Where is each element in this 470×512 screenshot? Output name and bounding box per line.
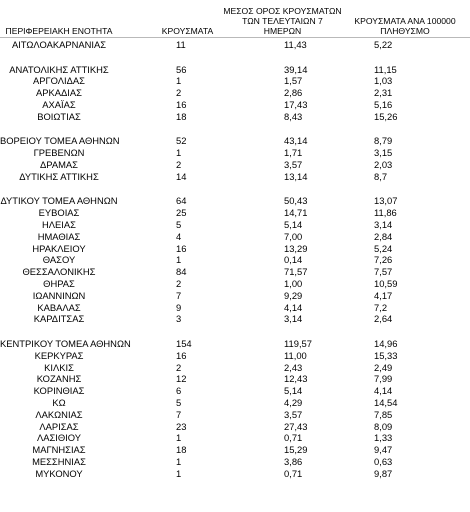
cell-cases: 6 [176, 385, 182, 397]
cell-cases-per-100k: 14,96 [374, 337, 398, 349]
cell-regional-unit: ΒΟΙΩΤΙΑΣ [37, 110, 81, 122]
cell-cases: 154 [176, 337, 192, 349]
table-row [0, 421, 470, 433]
cell-cases: 64 [176, 195, 187, 207]
header-per100k-line-1: ΚΡΟΥΣΜΑΤΑ ΑΝΑ 100000 [354, 16, 456, 26]
cell-7day-average: 8,43 [284, 110, 303, 122]
cell-cases-per-100k: 10,59 [374, 277, 398, 289]
table-row [0, 397, 470, 409]
cell-regional-unit: ΑΡΚΑΔΙΑΣ [36, 87, 82, 99]
cell-7day-average: 3,57 [284, 408, 303, 420]
table-row [0, 468, 470, 480]
cell-cases-per-100k: 2,84 [374, 230, 393, 242]
cell-7day-average: 27,43 [284, 420, 308, 432]
cell-cases-per-100k: 9,87 [374, 467, 393, 479]
table-row [0, 231, 470, 243]
cell-7day-average: 0,71 [284, 432, 303, 444]
cell-regional-unit: ΚΟΡΙΝΘΙΑΣ [33, 385, 85, 397]
cell-regional-unit: ΘΕΣΣΑΛΟΝΙΚΗΣ [22, 266, 96, 278]
cell-regional-unit: ΘΑΣΟΥ [42, 254, 76, 266]
cell-7day-average: 13,29 [284, 242, 308, 254]
table-row [0, 243, 470, 255]
cell-cases: 2 [176, 87, 182, 99]
cell-cases-per-100k: 8,7 [374, 170, 388, 182]
table-row [0, 195, 470, 207]
cell-7day-average: 9,29 [284, 289, 303, 301]
cell-cases-per-100k: 3,14 [374, 218, 393, 230]
cell-cases-per-100k: 3,15 [374, 147, 393, 159]
cell-regional-unit: ΕΥΒΟΙΑΣ [38, 207, 80, 219]
cell-cases: 2 [176, 158, 182, 170]
cell-7day-average: 2,43 [284, 361, 303, 373]
cell-regional-unit: ΜΕΣΣΗΝΙΑΣ [32, 455, 86, 467]
cell-7day-average: 3,57 [284, 158, 303, 170]
cell-regional-unit: ΔΥΤΙΚΟΥ ΤΟΜΕΑ ΑΘΗΝΩΝ [0, 195, 118, 207]
cell-7day-average: 1,71 [284, 147, 303, 159]
table-row [0, 362, 470, 374]
cell-7day-average: 13,14 [284, 170, 308, 182]
cell-cases-per-100k: 7,26 [374, 254, 393, 266]
header-avg-line-1: ΜΕΣΟΣ ΟΡΟΣ ΚΡΟΥΣΜΑΤΩΝ [223, 6, 342, 16]
header-regional-unit [0, 0, 118, 36]
cell-regional-unit: ΚΙΛΚΙΣ [44, 361, 74, 373]
cell-cases: 3 [176, 313, 182, 325]
cell-cases: 9 [176, 301, 182, 313]
cell-7day-average: 3,14 [284, 313, 303, 325]
cell-7day-average: 5,14 [284, 385, 303, 397]
cell-regional-unit: ΗΛΕΙΑΣ [42, 218, 76, 230]
cell-cases: 5 [176, 218, 182, 230]
cell-cases-per-100k: 2,31 [374, 87, 393, 99]
cell-7day-average: 71,57 [284, 266, 308, 278]
cell-cases-per-100k: 5,16 [374, 98, 393, 110]
table-row [0, 385, 470, 397]
cell-cases-per-100k: 2,49 [374, 361, 393, 373]
table-row [0, 278, 470, 290]
cell-regional-unit: ΗΡΑΚΛΕΙΟΥ [32, 242, 86, 254]
header-regional-unit-label: ΠΕΡΙΦΕΡΕΙΑΚΗ ΕΝΟΤΗΤΑ [5, 26, 113, 36]
cell-cases: 16 [176, 242, 187, 254]
cell-7day-average: 0,14 [284, 254, 303, 266]
cell-cases: 1 [176, 147, 182, 159]
table-row [0, 135, 470, 147]
cell-7day-average: 39,14 [284, 63, 308, 75]
cell-cases-per-100k: 0,63 [374, 455, 393, 467]
cell-cases: 1 [176, 432, 182, 444]
cell-cases-per-100k: 8,79 [374, 135, 393, 147]
cell-cases: 56 [176, 63, 187, 75]
table-row [0, 219, 470, 231]
cell-cases: 7 [176, 289, 182, 301]
cell-regional-unit: ΚΕΡΚΥΡΑΣ [34, 349, 84, 361]
header-per100k-line-2: ΠΛΗΘΥΣΜΟ [380, 26, 430, 36]
cell-cases-per-100k: 1,33 [374, 432, 393, 444]
table-row [0, 409, 470, 421]
cell-7day-average: 5,14 [284, 218, 303, 230]
cell-7day-average: 11,00 [284, 349, 307, 361]
cell-7day-average: 43,14 [284, 135, 308, 147]
header-7day-average [223, 0, 342, 36]
cell-regional-unit: ΛΑΡΙΣΑΣ [39, 420, 79, 432]
cell-regional-unit: ΒΟΡΕΙΟΥ ΤΟΜΕΑ ΑΘΗΝΩΝ [0, 135, 120, 147]
cell-7day-average: 3,86 [284, 455, 303, 467]
cell-7day-average: 11,43 [284, 39, 307, 50]
cell-regional-unit: ΚΩ [52, 396, 66, 408]
cell-cases-per-100k: 9,47 [374, 444, 393, 456]
cell-cases-per-100k: 7,2 [374, 301, 388, 313]
table-row [0, 338, 470, 350]
cell-regional-unit: ΚΑΡΔΙΤΣΑΣ [33, 313, 85, 325]
cell-regional-unit: ΙΩΑΝΝΙΝΩΝ [32, 289, 86, 301]
cell-cases: 7 [176, 408, 182, 420]
cell-cases: 1 [176, 254, 182, 266]
cell-7day-average: 2,86 [284, 87, 303, 99]
header-divider [0, 37, 470, 38]
cell-7day-average: 1,00 [284, 277, 303, 289]
cell-regional-unit: ΜΑΓΝΗΣΙΑΣ [32, 444, 86, 456]
cell-regional-unit: ΛΑΚΩΝΙΑΣ [35, 408, 83, 420]
cell-cases: 2 [176, 277, 182, 289]
table-row [0, 87, 470, 99]
cell-7day-average: 7,00 [284, 230, 303, 242]
cell-7day-average: 1,57 [284, 75, 303, 87]
cell-7day-average: 119,57 [284, 337, 312, 349]
table-body [0, 39, 470, 479]
table-row [0, 266, 470, 278]
cell-cases: 16 [176, 98, 187, 110]
cell-cases-per-100k: 4,14 [374, 385, 393, 397]
cell-cases: 2 [176, 361, 182, 373]
cell-regional-unit: ΚΑΒΑΛΑΣ [37, 301, 81, 313]
cell-cases: 16 [176, 349, 187, 361]
cell-cases-per-100k: 4,17 [374, 289, 393, 301]
cell-cases: 5 [176, 396, 182, 408]
table-row [0, 39, 470, 51]
table-row [0, 207, 470, 219]
cell-cases-per-100k: 2,03 [374, 158, 393, 170]
cell-regional-unit: ΓΡΕΒΕΝΩΝ [33, 147, 85, 159]
cell-cases: 1 [176, 467, 182, 479]
cell-cases: 14 [176, 170, 187, 182]
cell-7day-average: 12,43 [284, 373, 308, 385]
cell-regional-unit: ΔΡΑΜΑΣ [40, 158, 78, 170]
cell-cases: 12 [176, 373, 187, 385]
cell-cases-per-100k: 14,54 [374, 396, 398, 408]
cell-regional-unit: ΗΜΑΘΙΑΣ [37, 230, 81, 242]
cell-cases: 84 [176, 266, 187, 278]
cell-regional-unit: ΑΝΑΤΟΛΙΚΗΣ ΑΤΤΙΚΗΣ [9, 63, 109, 75]
header-cases [140, 0, 235, 36]
header-cases-label: ΚΡΟΥΣΜΑΤΑ [161, 26, 214, 36]
cell-cases-per-100k: 11,15 [374, 63, 397, 75]
cell-cases: 25 [176, 207, 187, 219]
cell-cases: 11 [176, 39, 186, 50]
cell-cases-per-100k: 13,07 [374, 195, 398, 207]
table-row [0, 313, 470, 325]
cell-regional-unit: ΘΗΡΑΣ [43, 277, 75, 289]
table-row [0, 171, 470, 183]
cell-7day-average: 15,29 [284, 444, 308, 456]
cell-cases-per-100k: 7,99 [374, 373, 393, 385]
table-row [0, 64, 470, 76]
cell-regional-unit: ΑΡΓΟΛΙΔΑΣ [33, 75, 85, 87]
cell-cases-per-100k: 1,03 [374, 75, 393, 87]
cell-cases: 1 [176, 75, 182, 87]
cell-cases-per-100k: 15,26 [374, 110, 398, 122]
cell-regional-unit: ΚΕΝΤΡΙΚΟΥ ΤΟΜΕΑ ΑΘΗΝΩΝ [0, 337, 131, 349]
table-row [0, 444, 470, 456]
table-row [0, 432, 470, 444]
cell-regional-unit: ΑΙΤΩΛΟΑΚΑΡΝΑΝΙΑΣ [11, 39, 107, 50]
cell-cases-per-100k: 5,22 [374, 39, 393, 50]
cell-cases-per-100k: 11,86 [374, 207, 397, 219]
cell-cases: 1 [176, 455, 182, 467]
cell-cases-per-100k: 7,85 [374, 408, 393, 420]
table-row [0, 290, 470, 302]
table-row [0, 75, 470, 87]
cell-cases: 18 [176, 444, 187, 456]
cell-cases-per-100k: 8,09 [374, 420, 393, 432]
cell-regional-unit: ΛΑΣΙΘΙΟΥ [36, 432, 82, 444]
cell-cases: 4 [176, 230, 182, 242]
table-row [0, 147, 470, 159]
table-row [0, 456, 470, 468]
cell-cases-per-100k: 15,33 [374, 349, 398, 361]
cell-cases-per-100k: 5,24 [374, 242, 393, 254]
header-avg-line-3: ΗΜΕΡΩΝ [263, 26, 302, 36]
table-row [0, 99, 470, 111]
header-cases-per-100k [340, 0, 470, 36]
cell-cases: 18 [176, 110, 187, 122]
table-row [0, 373, 470, 385]
cell-7day-average: 4,29 [284, 396, 303, 408]
cell-cases-per-100k: 2,64 [374, 313, 393, 325]
table-row [0, 254, 470, 266]
header-avg-line-2: ΤΩΝ ΤΕΛΕΥΤΑΙΩΝ 7 [242, 16, 323, 26]
cell-regional-unit: ΔΥΤΙΚΗΣ ΑΤΤΙΚΗΣ [19, 170, 99, 182]
cell-7day-average: 17,43 [284, 98, 308, 110]
cell-cases: 23 [176, 420, 187, 432]
cell-cases: 52 [176, 135, 187, 147]
cell-7day-average: 4,14 [284, 301, 303, 313]
cell-regional-unit: ΚΟΖΑΝΗΣ [36, 373, 82, 385]
cell-regional-unit: ΜΥΚΟΝΟΥ [35, 467, 83, 479]
cell-cases-per-100k: 7,57 [374, 266, 393, 278]
cell-7day-average: 14,71 [284, 207, 308, 219]
table-row [0, 302, 470, 314]
cell-7day-average: 0,71 [284, 467, 303, 479]
table-row [0, 350, 470, 362]
cell-regional-unit: ΑΧΑΪΑΣ [42, 98, 76, 110]
table-row [0, 159, 470, 171]
table-row [0, 111, 470, 123]
cell-7day-average: 50,43 [284, 195, 308, 207]
